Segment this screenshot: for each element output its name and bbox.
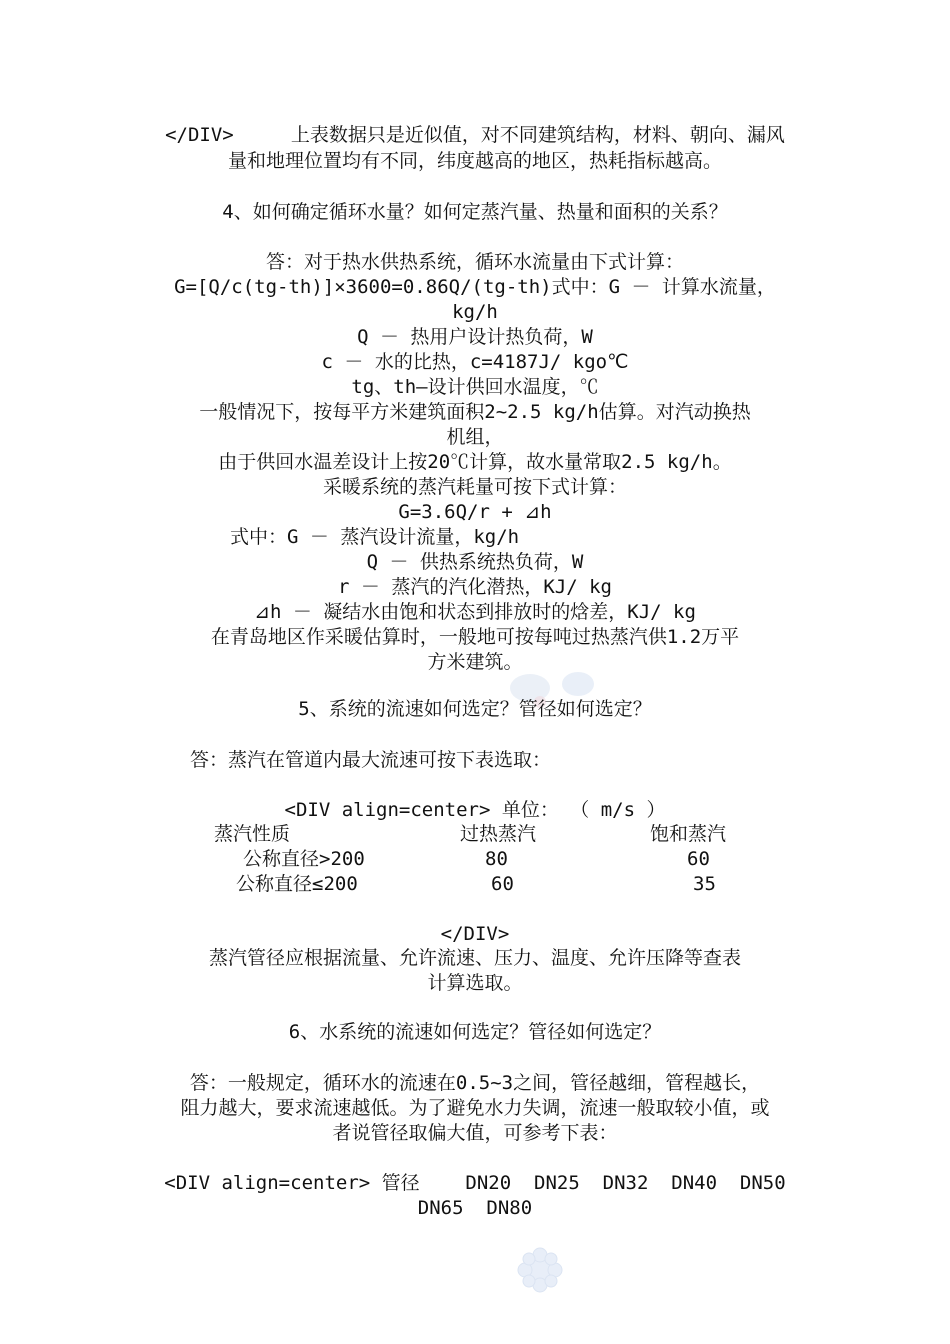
answer-line: 答：一般规定，循环水的流速在0.5~3之间，管径越细，管程越长， <box>189 1072 761 1094</box>
note-line: 蒸汽管径应根据流量、允许流速、压力、温度、允许压降等查表 <box>208 947 741 969</box>
answer-line: 阻力越大，要求流速越低。为了避免水力失调，流速一般取较小值，或 <box>180 1097 770 1119</box>
table-header-cell: 蒸汽性质 <box>214 823 291 845</box>
answer-line: 者说管径取偏大值，可参考下表： <box>332 1122 618 1144</box>
text-line: 机组， <box>446 426 504 448</box>
table-caption: <DIV align=center> 单位： （ m/s ） <box>284 799 666 821</box>
snowflake-watermark-icon <box>515 1245 565 1295</box>
div-close-tag: </DIV> <box>440 923 510 945</box>
question-6-heading: 6、水系统的流速如何选定？管径如何选定？ <box>288 1021 662 1043</box>
variable-line: ⊿h － 凝结水由饱和状态到排放时的焓差，KJ/ kg <box>254 601 696 623</box>
table-cell: 公称直径>200 <box>243 848 365 870</box>
table-cell: 60 <box>687 848 710 870</box>
table-cell: 35 <box>693 873 716 895</box>
formula-line: G=[Q/c(tg-th)]×3600=0.86Q/(tg-th)式中：G － 计算水流量， <box>174 276 776 298</box>
text-line: 采暖系统的蒸汽耗量可按下式计算： <box>322 476 627 498</box>
paragraph-line: 量和地理位置均有不同，纬度越高的地区，热耗指标越高。 <box>227 150 722 172</box>
text-line: 由于供回水温差设计上按20℃计算，故水量常取2.5 kg/h。 <box>218 451 732 473</box>
answer-line: 答：对于热水供热系统，循环水流量由下式计算： <box>265 251 684 273</box>
table-cell: 80 <box>485 848 508 870</box>
text-line: 方米建筑。 <box>427 651 523 673</box>
table-header-cell: 过热蒸汽 <box>460 823 537 845</box>
variable-line: 式中：G － 蒸汽设计流量，kg/h <box>230 526 520 548</box>
table-line: <DIV align=center> 管径 DN20 DN25 DN32 DN40 DN50 <box>164 1172 786 1194</box>
table-cell: 公称直径≤200 <box>236 873 358 895</box>
variable-line: Q － 供热系统热负荷，W <box>366 551 584 573</box>
paragraph-line: </DIV> 上表数据只是近似值，对不同建筑结构，材料、朝向、漏风 <box>165 124 785 146</box>
formula-line: G=3.6Q/r + ⊿h <box>398 501 552 523</box>
table-cell: 60 <box>491 873 514 895</box>
note-line: 计算选取。 <box>427 972 523 994</box>
answer-line: 答：蒸汽在管道内最大流速可按下表选取： <box>190 749 552 771</box>
text-line: 一般情况下，按每平方米建筑面积2~2.5 kg/h估算。对汽动换热 <box>199 401 751 423</box>
table-line: DN65 DN80 <box>417 1197 533 1219</box>
question-4-heading: 4、如何确定循环水量？如何定蒸汽量、热量和面积的关系？ <box>222 201 728 223</box>
table-header-cell: 饱和蒸汽 <box>650 823 727 845</box>
text-line: 在青岛地区作采暖估算时，一般地可按每吨过热蒸汽供1.2万平 <box>210 626 740 648</box>
unit-line: kg/h <box>452 301 498 323</box>
variable-line: Q － 热用户设计热负荷，W <box>357 326 593 348</box>
variable-line: r － 蒸汽的汽化潜热，KJ/ kg <box>338 576 612 598</box>
question-5-heading: 5、系统的流速如何选定？管径如何选定？ <box>298 698 652 720</box>
variable-line: c － 水的比热，c=4187J/ kgo℃ <box>321 351 629 373</box>
variable-line: tg、th—设计供回水温度，℃ <box>351 376 599 398</box>
